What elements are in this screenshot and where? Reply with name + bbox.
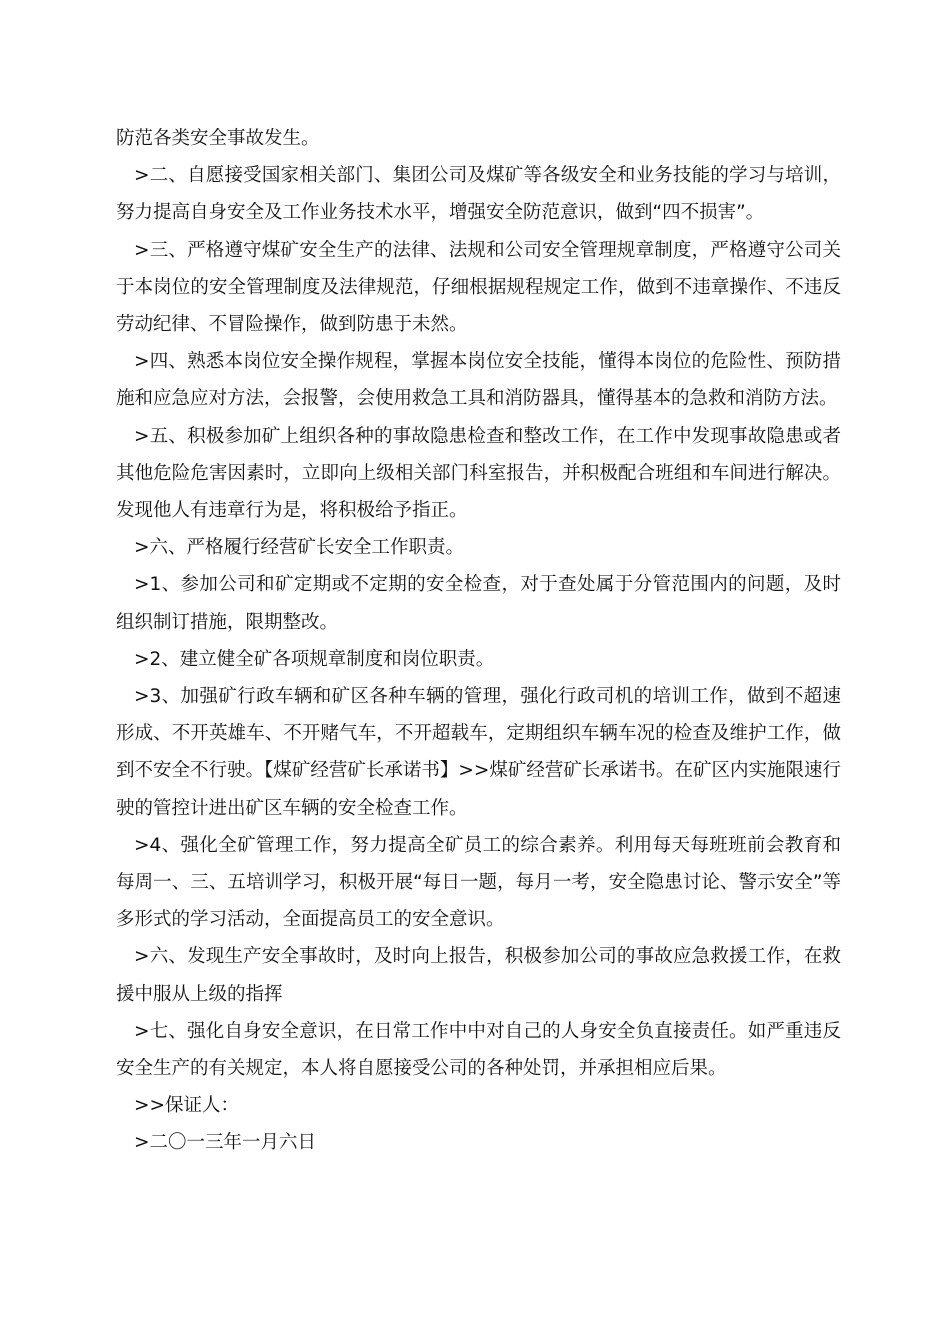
paragraph-clause-6b: >六、发现生产安全事故时，及时向上报告，积极参加公司的事故应急救援工作，在救援中服从上级的指挥 (116, 946, 841, 1005)
document-body (116, 120, 841, 1162)
paragraph-item-3: >3、加强矿行政车辆和矿区各种车辆的管理，强化行政司机的培训工作，做到不超速形成、不开英雄车、不开赌气车，不开超载车，定期组织车辆车况的检查及维护工作，做到不安全不行驶。【煤矿经营矿长承诺书】>>煤矿经营矿长承诺书。在矿区内实施限速行驶的管控计进出矿区车辆的安全检查工作。 (116, 686, 841, 819)
paragraph-clause-3: >三、严格遵守煤矿安全生产的法律、法规和公司安全管理规章制度，严格遵守公司关于本岗位的安全管理制度及法律规范，仔细根据规程规定工作，做到不违章操作、不违反劳动纪律、不冒险操作，做到防患于未然。 (116, 239, 841, 336)
paragraph-clause-7: >七、强化自身安全意识，在日常工作中中对自己的人身安全负直接责任。如严重违反安全生产的有关规定，本人将自愿接受公司的各种处罚，并承担相应后果。 (116, 1020, 841, 1080)
paragraph-continuation: 防范各类安全事故发生。 (116, 128, 320, 149)
paragraph-item-4: >4、强化全矿管理工作，努力提高全矿员工的综合素养。利用每天每班班前会教育和每周一、三、五培训学习，积极开展“每日一题，每月一考，安全隐患讨论、警示安全”等多形式的学习活动，全面提高员工的安全意识。 (116, 834, 841, 931)
paragraph-item-2: >2、建立健全矿各项规章制度和岗位职责。 (134, 648, 495, 670)
paragraph-clause-6: >六、严格履行经营矿长安全工作职责。 (134, 537, 465, 559)
paragraph-clause-2: >二、自愿接受国家相关部门、集团公司及煤矿等各级安全和业务技能的学习与培训，努力提高自身安全及工作业务技术水平，增强安全防范意识，做到“四不损害”。 (116, 165, 841, 224)
guarantor-line: >>保证人： (134, 1095, 240, 1117)
paragraph-clause-5: >五、积极参加矿上组织各种的事故隐患检查和整改工作，在工作中发现事故隐患或者其他危险危害因素时，立即向上级相关部门科室报告，并积极配合班组和车间进行解决。发现他人有违章行为是，将积极给予指正。 (116, 425, 841, 522)
paragraph-item-1: >1、参加公司和矿定期或不定期的安全检查，对于查处属于分管范围内的问题，及时组织制订措施，限期整改。 (116, 574, 841, 633)
date-line: >二〇一三年一月六日 (134, 1132, 317, 1154)
paragraph-clause-4: >四、熟悉本岗位安全操作规程，掌握本岗位安全技能，懂得本岗位的危险性、预防措施和应急应对方法，会报警，会使用救急工具和消防器具，懂得基本的急救和消防方法。 (116, 351, 841, 410)
